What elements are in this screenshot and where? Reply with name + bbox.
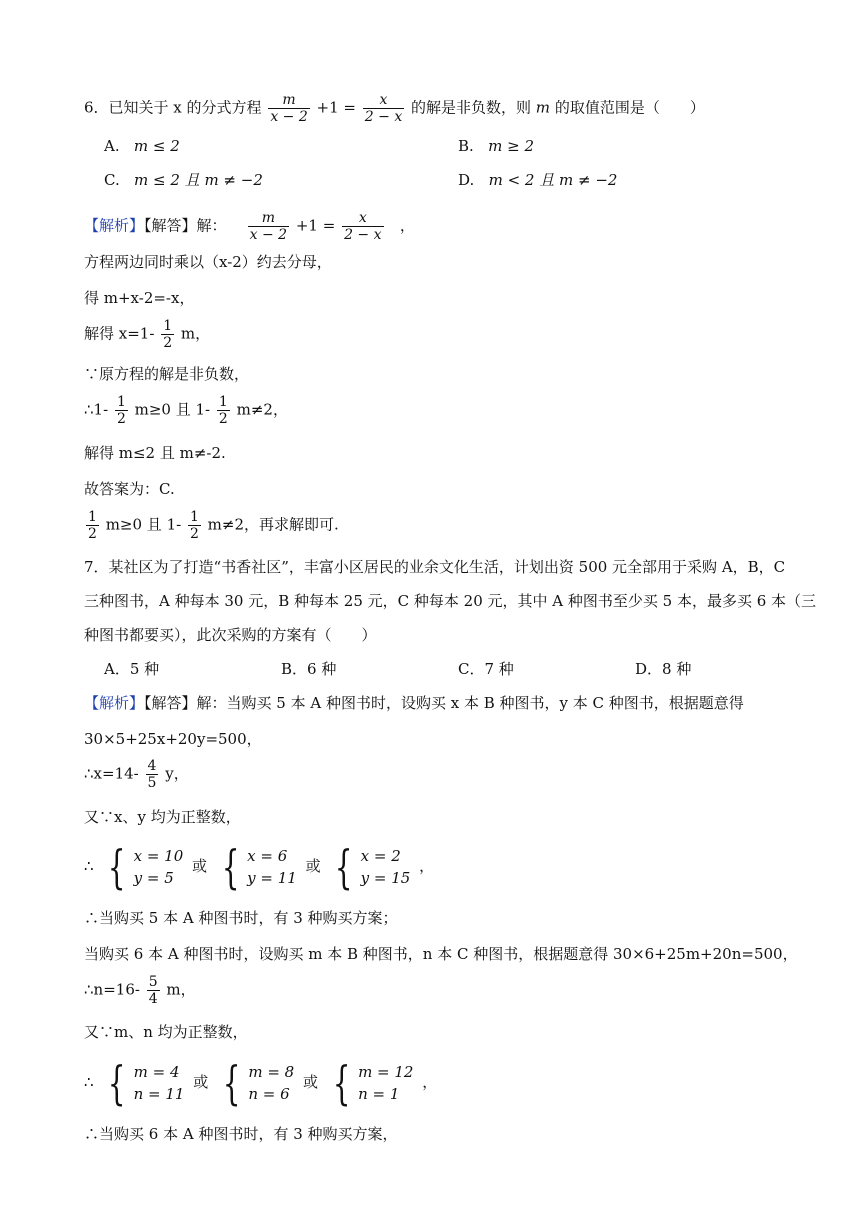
fraction: $\frac{5}{4}$ [148,974,158,1007]
q7-option-c[interactable]: C．7 种 [458,660,514,678]
q7-stem-line-1: 7．某社区为了打造“书香社区”，丰富小区居民的业余文化生活，计划出资 500 元全部用于采购 A，B，C [84,558,786,576]
q7-solutions-mn: ∴ { m = 4 n = 11 或 { m = 8 n = 6 或 { m = 12 n = 1 ， [84,1056,438,1110]
answer-tag: 【解答】解： [144,216,227,235]
fraction: $\frac{1}{2}$ [163,318,173,351]
analysis-tag: 【解析】 [84,694,145,712]
q7-option-d[interactable]: D．8 种 [635,660,692,678]
q6-step-answer: 故答案为：C. [84,480,175,498]
q7-stem-line-3: 种图书都要买），此次采购的方案有（ ） [84,626,377,644]
q7-n-expression: ∴n=16- $\frac{5}{4}$ m， [84,974,196,1007]
q6-step-summary: $\frac{1}{2}$ m≥0 且 1- $\frac{1}{2}$ m≠2，再求解即可. [88,509,339,542]
q6-step-solve: 解得 x=1- $\frac{1}{2}$ m， [84,318,211,351]
equation-system: { m = 12 n = 1 [332,1056,414,1110]
q6-answer-header: 【解析】【解答】解： $\frac{m}{x - 2}$ +1 = $\frac{x}{2 - x}$ ， [84,210,415,243]
q6-option-d[interactable]: D. m < 2 且 m ≠ −2 [458,171,618,189]
q6-step-because: ∵原方程的解是非负数， [84,365,250,383]
q6-stem-prefix: 6．已知关于 x 的分式方程 [84,98,262,117]
q6-step-get: 得 m+x-2=-x， [84,289,195,307]
answer-tag: 【解答】解：当购买 5 本 A 种图书时，设购买 x 本 B 种图书，y 本 C 种图书，根据题意得 [144,694,744,712]
q7-plan-6: ∴当购买 6 本 A 种图书时，有 3 种购买方案， [84,1125,398,1143]
fraction: $\frac{1}{2}$ [218,394,228,427]
q7-because-xy: 又∵x、y 均为正整数， [84,808,241,826]
fraction: $\frac{m}{x - 2}$ [270,92,308,125]
q7-because-mn: 又∵m、n 均为正整数， [84,1023,248,1041]
q6-step-result: 解得 m≤2 且 m≠-2. [84,444,226,462]
q6-step-multiply: 方程两边同时乘以（x-2）约去分母， [84,253,332,271]
q6-step-therefore: ∴1- $\frac{1}{2}$ m≥0 且 1- $\frac{1}{2}$ m≠2， [84,394,288,427]
q6-stem: 6．已知关于 x 的分式方程 $\frac{m}{x - 2}$ +1 = $\frac{x}{2 - x}$ 的解是非负数，则 m 的取值范围是（ ） [84,92,705,125]
fraction: $\frac{x}{2 - x}$ [344,210,382,243]
q7-plan-5: ∴当购买 5 本 A 种图书时，有 3 种购买方案； [84,909,398,927]
q7-answer-header [84,693,744,713]
fraction: $\frac{m}{x - 2}$ [249,210,288,243]
q6-option-c[interactable]: C. m ≤ 2 且 m ≠ −2 [104,171,263,189]
q7-x-expression: ∴x=14- $\frac{4}{5}$ y， [84,758,189,791]
q6-option-a[interactable]: A. m ≤ 2 [104,137,180,155]
equation-system: { x = 6 y = 11 [221,840,297,894]
fraction: $\frac{1}{2}$ [116,394,126,427]
fraction: $\frac{x}{2 - x}$ [364,92,403,125]
q7-solutions-xy: ∴ { x = 10 y = 5 或 { x = 6 y = 11 或 { x = 2 y = 15 ， [84,840,435,894]
q7-when-6: 当购买 6 本 A 种图书时，设购买 m 本 B 种图书，n 本 C 种图书，根据题意得 30×6+25m+20n=500， [84,945,798,963]
equation-system: { m = 8 n = 6 [222,1056,295,1110]
fraction: $\frac{1}{2}$ [88,509,97,542]
fraction: $\frac{1}{2}$ [189,509,199,542]
fraction: $\frac{4}{5}$ [147,758,157,791]
equation-system: { x = 10 y = 5 [108,840,184,894]
q7-option-b[interactable]: B．6 种 [281,660,337,678]
equation-system: { m = 4 n = 11 [108,1056,185,1110]
q7-stem-line-2: 三种图书，A 种每本 30 元，B 种每本 25 元，C 种每本 20 元，其中 A 种图书至少买 5 本，最多买 6 本（三 [84,592,817,610]
q6-option-b[interactable]: B. m ≥ 2 [458,137,534,155]
q7-eq-1: 30×5+25x+20y=500， [84,730,262,748]
analysis-tag: 【解析】 [84,216,145,235]
equation-system: { x = 2 y = 15 [335,840,411,894]
q7-option-a[interactable]: A．5 种 [104,660,160,678]
